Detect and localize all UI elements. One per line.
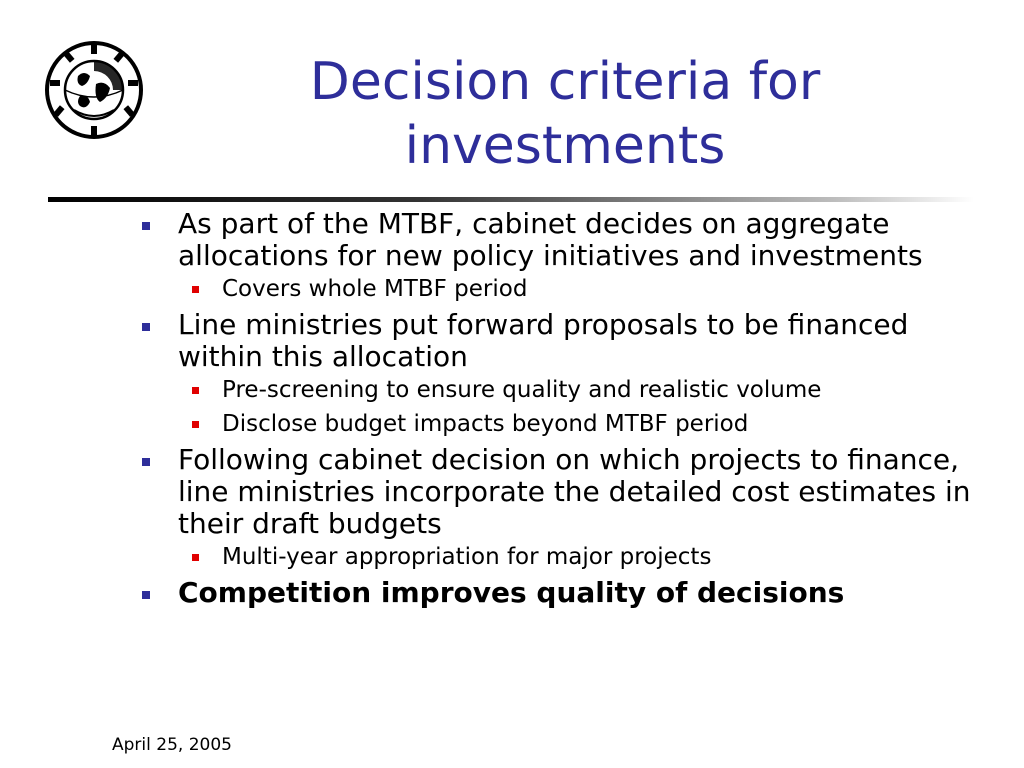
imf-seal-icon	[44, 40, 144, 140]
square-bullet-icon	[192, 421, 199, 428]
square-bullet-icon	[142, 323, 150, 331]
sub-bullet-text: Multi-year appropriation for major projects	[222, 544, 712, 570]
square-bullet-icon	[142, 222, 150, 230]
title-divider	[48, 197, 974, 202]
bullet-item-2	[140, 309, 1000, 373]
square-bullet-icon	[192, 286, 199, 293]
square-bullet-icon	[192, 554, 199, 561]
bullet-item-3	[140, 444, 1000, 540]
square-bullet-icon	[142, 458, 150, 466]
bullet-text: Following cabinet decision on which projects to finance, line ministries incorporate the detailed cost estimates in their draft budgets	[178, 443, 971, 540]
bullet-text: As part of the MTBF, cabinet decides on aggregate allocations for new policy initiatives and investments	[178, 207, 923, 272]
sub-bullet-item	[140, 275, 1000, 304]
sub-bullet-item	[140, 543, 1000, 572]
slide-title	[230, 50, 900, 178]
sub-bullet-text: Covers whole MTBF period	[222, 276, 528, 302]
footer-date: April 25, 2005	[112, 735, 232, 755]
bullet-list	[140, 208, 1000, 612]
bullet-text: Line ministries put forward proposals to be financed within this allocation	[178, 308, 909, 373]
sub-bullet-item	[140, 376, 1000, 405]
square-bullet-icon	[142, 591, 150, 599]
bullet-item-1	[140, 208, 1000, 272]
bullet-item-4	[140, 577, 1000, 609]
bullet-text: Competition improves quality of decisions	[178, 576, 845, 609]
imf-logo	[44, 40, 144, 140]
sub-bullet-text: Pre-screening to ensure quality and realistic volume	[222, 377, 822, 403]
sub-bullet-item	[140, 410, 1000, 439]
slide-title-line-2: investments	[404, 116, 726, 176]
sub-bullet-text: Disclose budget impacts beyond MTBF period	[222, 411, 749, 437]
slide-title-line-1: Decision criteria for	[309, 52, 821, 112]
square-bullet-icon	[192, 387, 199, 394]
